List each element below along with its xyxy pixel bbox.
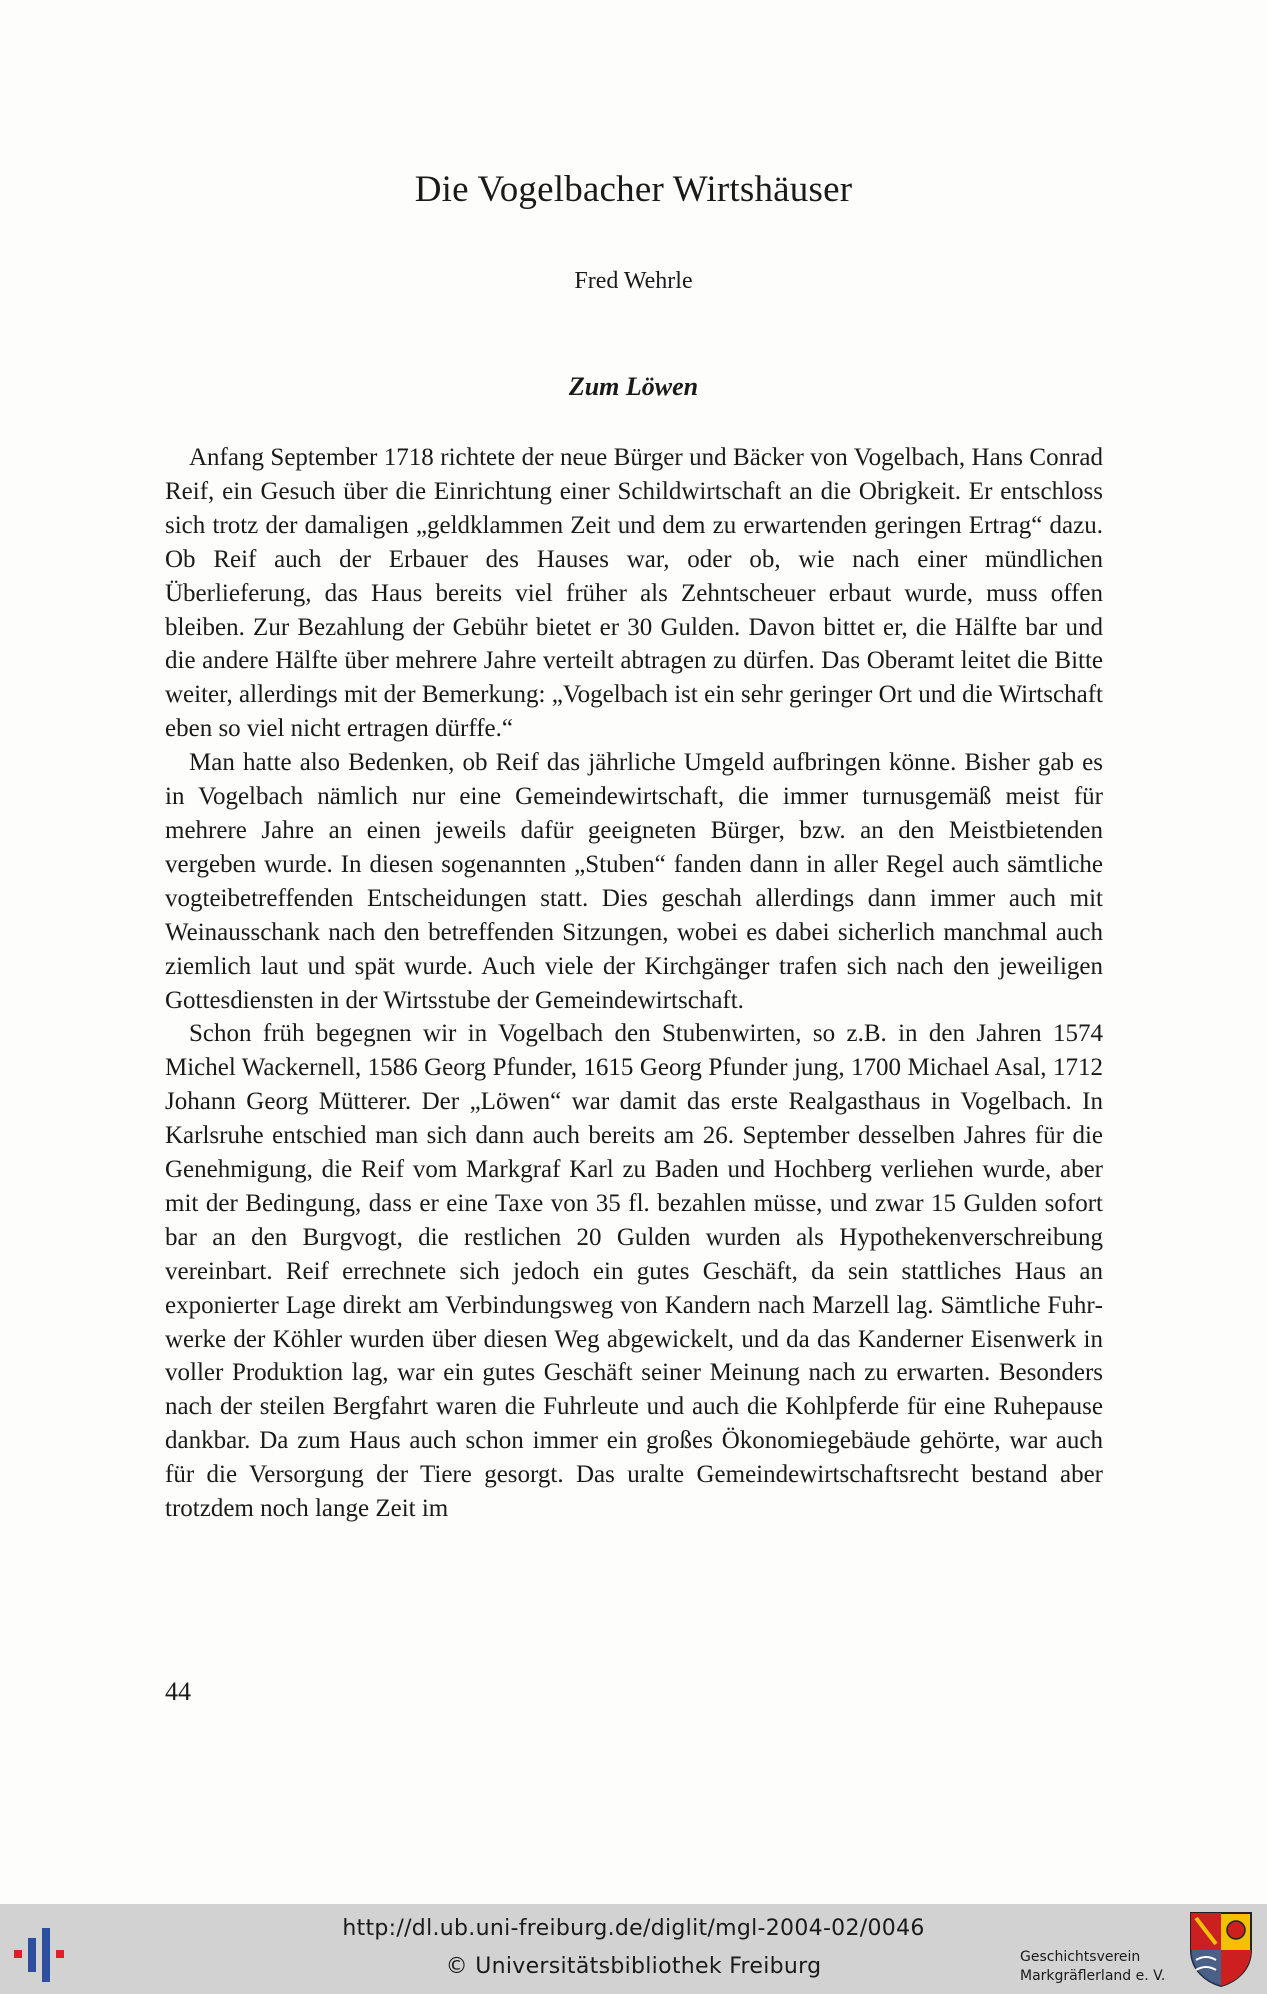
society-name-line1: Geschichtsverein [1020, 1949, 1141, 1965]
section-heading: Zum Löwen [568, 372, 699, 401]
paragraph: Schon früh begegnen wir in Vogelbach den Stubenwirten, so z.B. in den Jahren 1574 Michel Wackernell, 1586 Georg Pfunder, 1615 Georg Pfunder jung, 1700 Michael Asal, 1712 Johann Georg Mütterer. Der „Löwen“ war damit das erste Realgasthaus in Vogelbach. In Karlsruhe entschied man sich dann auch bereits am 26. September desselben Jahres für die Genehmigung, die Reif vom Markgraf Karl zu Baden und Hochberg verliehen wurde, aber mit der Bedingung, dass er eine Taxe von 35 fl. bezahlen müsse, und zwar 15 Gulden sofort bar an den Burgvogt, die restlichen 20 Gulden wurden als Hypothekenverschreibung vereinbart. Reif errechnete sich jedoch ein gutes Geschäft, da sein stattliches Haus an exponierter Lage direkt am Verbindungsweg von Kandern nach Marzell lag. Sämtliche Fuhrwerke der Köhler wurden über diesen Weg abgewickelt, und da das Kanderner Eisenwerk in voller Produktion lag, war ein gutes Geschäft seiner Meinung nach zu erwarten. Besonders nach der steilen Bergfahrt waren die Fuhrleute und auch die Kohlpferde für eine Ruhepause dankbar. Da zum Haus auch schon immer ein großes Ökonomiegebäude gehörte, war auch für die Versorgung der Tiere gesorgt. Das uralte Gemeindewirtschaftsrecht bestand aber trotzdem noch lange Zeit im [165, 1020, 1103, 1523]
permalink-url[interactable]: http://dl.ub.uni-freiburg.de/diglit/mgl-2004-02/0046 [342, 1916, 925, 1941]
coat-of-arms-icon [1188, 1910, 1254, 1988]
paragraph: Man hatte also Bedenken, ob Reif das jährliche Umgeld aufbringen könne. Bisher gab es in Vogelbach nämlich nur eine Gemeindewirtschaft, die immer turnusgemäß meist für mehrere Jahre an einen jeweils dafür geeigneten Bürger, bzw. an den Meistbietenden vergeben wurde. In diesen sogenannten „Stuben“ fanden dann in aller Regel auch sämtliche vogteibetreffenden Entscheidungen statt. Dies geschah allerdings dann immer auch mit Weinausschank nach den betreffenden Sitzungen, wobei es dabei sicherlich manchmal auch ziemlich laut und spät wurde. Auch viele der Kirchgänger trafen sich nach den jeweiligen Gottesdiensten in der Wirtsstube der Gemeindewirtschaft. [165, 749, 1103, 1014]
library-footer [0, 1904, 1267, 1994]
paragraph: Anfang September 1718 richtete der neue Bürger und Bäcker von Vogelbach, Hans Conrad Reif, ein Gesuch über die Einrichtung einer Schildwirtschaft an die Obrigkeit. Er entschloss sich trotz der damaligen „geldklammen Zeit und dem zu erwartenden geringen Ertrag“ dazu. Ob Reif auch der Erbauer des Hauses war, oder ob, wie nach einer mündlichen Überlieferung, das Haus bereits viel früher als Zehntscheuer erbaut wurde, muss offen bleiben. Zur Bezahlung der Gebühr bietet er 30 Gulden. Davon bittet er, die Hälfte bar und die andere Hälfte über mehrere Jahre verteilt abtragen zu dürfen. Das Oberamt leitet die Bitte weiter, allerdings mit der Bemerkung: „Vogelbach ist ein sehr geringer Ort und die Wirtschaft eben so viel nicht ertragen dürffe.“ [165, 444, 1103, 743]
society-name [1020, 1948, 1165, 1986]
page-number: 44 [165, 1677, 191, 1706]
society-name-line2: Markgräflerland e. V. [1020, 1968, 1166, 1984]
copyright-notice: © Universitätsbibliothek Freiburg [445, 1954, 822, 1979]
article-author: Fred Wehrle [574, 268, 693, 294]
article-title: Die Vogelbacher Wirtshäuser [414, 169, 853, 210]
article-body [165, 441, 1103, 1526]
